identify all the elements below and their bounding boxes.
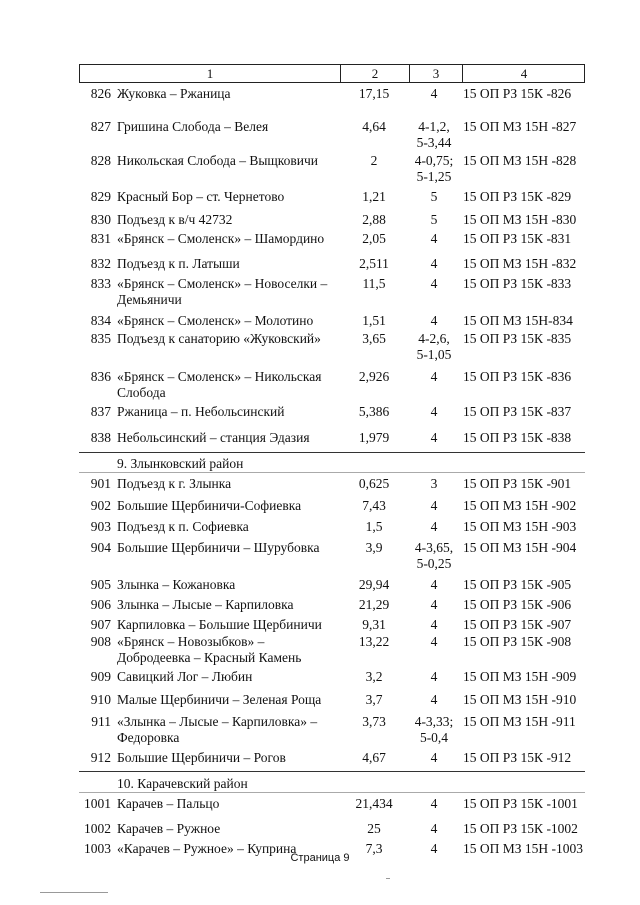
road-category: 4 [430, 231, 438, 246]
road-name: «Брянск – Новозыбков» – Добродеевка – Красный Камень [117, 634, 302, 665]
road-id-code: 15 ОП РЗ 15К -826 [463, 86, 572, 101]
road-length: 1,51 [362, 313, 386, 328]
road-name: Красный Бор – ст. Чернетово [117, 189, 285, 204]
road-id-code: 15 ОП МЗ 15Н -909 [463, 669, 577, 684]
road-category: 4 [430, 430, 438, 445]
road-length: 0,625 [358, 476, 390, 491]
road-number: 1003 [84, 841, 111, 856]
road-id-code: 15 ОП МЗ 15Н -910 [463, 692, 577, 707]
header-col-2: 2 [371, 66, 379, 81]
road-name: «Брянск – Смоленск» – Шамордино [117, 231, 325, 246]
road-number: 901 [90, 476, 111, 491]
road-length: 3,7 [365, 692, 383, 707]
road-number: 828 [90, 153, 111, 168]
road-name: Жуковка – Ржаница [117, 86, 231, 101]
road-name: «Брянск – Смоленск» – Новоселки – Демьяничи [117, 276, 328, 307]
header-col-4: 4 [520, 66, 528, 81]
road-length: 2,88 [362, 212, 386, 227]
road-category: 4 [430, 313, 438, 328]
section-divider [79, 771, 585, 772]
road-id-code: 15 ОП РЗ 15К -912 [463, 750, 572, 765]
section-heading-10: 10. Карачевский район [117, 776, 248, 791]
road-name: «Карачев – Ружное» – Куприна [117, 841, 297, 856]
road-length: 3,73 [362, 714, 386, 729]
road-id-code: 15 ОП РЗ 15К -833 [463, 276, 572, 291]
road-id-code: 15 ОП МЗ 15Н -827 [463, 119, 577, 134]
road-category: 3 [430, 476, 438, 491]
road-name: Карпиловка – Большие Щербиничи [117, 617, 322, 632]
road-number: 832 [90, 256, 111, 271]
road-number: 837 [90, 404, 111, 419]
section-heading-9: 9. Злынковский район [117, 456, 244, 471]
road-id-code: 15 ОП МЗ 15Н -1003 [463, 841, 584, 856]
road-id-code: 15 ОП МЗ 15Н -832 [463, 256, 577, 271]
road-number: 835 [90, 331, 111, 346]
road-length: 2 [370, 153, 378, 168]
road-id-code: 15 ОП МЗ 15Н -830 [463, 212, 577, 227]
road-name: Большие Щербиничи – Шурубовка [117, 540, 320, 555]
road-category: 4 [430, 634, 438, 649]
road-length: 7,43 [362, 498, 386, 513]
road-length: 2,511 [359, 256, 389, 271]
road-name: Малые Щербиничи – Зеленая Роща [117, 692, 322, 707]
road-id-code: 15 ОП РЗ 15К -901 [463, 476, 572, 491]
road-length: 21,434 [355, 796, 393, 811]
header-col-3: 3 [432, 66, 440, 81]
road-number: 905 [90, 577, 111, 592]
road-name: Подъезд к п. Латыши [117, 256, 240, 271]
road-name: Подъезд к в/ч 42732 [117, 212, 233, 227]
road-category: 4-3,65, 5-0,25 [414, 540, 454, 571]
road-name: Большие Щербиничи-Софиевка [117, 498, 302, 513]
road-length: 2,05 [362, 231, 386, 246]
road-length: 3,9 [365, 540, 383, 555]
road-name: Никольская Слобода – Выщковичи [117, 153, 319, 168]
road-id-code: 15 ОП МЗ 15Н-834 [463, 313, 573, 328]
section-underline [79, 792, 585, 793]
road-name: «Злынка – Лысые – Карпиловка» – Федоровка [117, 714, 318, 745]
road-category: 4 [430, 750, 438, 765]
road-number: 834 [90, 313, 111, 328]
road-category: 5 [430, 189, 438, 204]
road-id-code: 15 ОП МЗ 15Н -904 [463, 540, 577, 555]
road-number: 831 [90, 231, 111, 246]
road-category: 4 [430, 369, 438, 384]
road-id-code: 15 ОП РЗ 15К -831 [463, 231, 572, 246]
road-number: 911 [91, 714, 111, 729]
road-category: 4 [430, 692, 438, 707]
road-category: 4 [430, 498, 438, 513]
road-id-code: 15 ОП РЗ 15К -829 [463, 189, 572, 204]
road-number: 826 [90, 86, 111, 101]
road-number: 1001 [84, 796, 111, 811]
road-number: 827 [90, 119, 111, 134]
road-number: 912 [90, 750, 111, 765]
road-length: 1,5 [365, 519, 383, 534]
road-name: Гришина Слобода – Велея [117, 119, 269, 134]
page-footer: Страница 9 [290, 852, 350, 864]
road-length: 9,31 [362, 617, 386, 632]
road-name: Подъезд к п. Софиевка [117, 519, 249, 534]
road-name: Карачев – Пальцо [117, 796, 220, 811]
road-category: 4 [430, 841, 438, 856]
road-id-code: 15 ОП РЗ 15К -1002 [463, 821, 578, 836]
road-length: 2,926 [358, 369, 390, 384]
road-name: «Брянск – Смоленск» – Молотино [117, 313, 314, 328]
section-divider [79, 452, 585, 453]
road-name: «Брянск – Смоленск» – Никольская Слобода [117, 369, 322, 400]
road-length: 1,21 [362, 189, 386, 204]
scan-mark [40, 892, 108, 893]
road-number: 907 [90, 617, 111, 632]
road-length: 25 [367, 821, 381, 836]
road-id-code: 15 ОП РЗ 15К -836 [463, 369, 572, 384]
road-number: 908 [90, 634, 111, 649]
road-category: 4-1,2, 5-3,44 [416, 119, 452, 150]
road-number: 910 [90, 692, 111, 707]
table-header [79, 64, 585, 83]
road-id-code: 15 ОП МЗ 15Н -828 [463, 153, 577, 168]
road-number: 909 [90, 669, 111, 684]
road-name: Большие Щербиничи – Рогов [117, 750, 286, 765]
road-number: 838 [90, 430, 111, 445]
road-name: Подъезд к г. Злынка [117, 476, 232, 491]
road-number: 836 [90, 369, 111, 384]
road-name: Карачев – Ружное [117, 821, 221, 836]
road-length: 1,979 [358, 430, 390, 445]
scan-mark [386, 878, 390, 879]
road-category: 4 [430, 519, 438, 534]
road-length: 4,64 [362, 119, 386, 134]
header-col-1: 1 [206, 66, 214, 81]
road-length: 29,94 [358, 577, 390, 592]
road-name: Подъезд к санаторию «Жуковский» [117, 331, 321, 346]
road-number: 1002 [84, 821, 111, 836]
road-id-code: 15 ОП РЗ 15К -1001 [463, 796, 578, 811]
road-id-code: 15 ОП РЗ 15К -838 [463, 430, 572, 445]
road-category: 4 [430, 796, 438, 811]
road-name: Небольсинский – станция Эдазия [117, 430, 310, 445]
road-category: 4-0,75; 5-1,25 [414, 153, 454, 184]
road-name: Ржаница – п. Небольсинский [117, 404, 285, 419]
road-category: 4 [430, 276, 438, 291]
road-category: 5 [430, 212, 438, 227]
road-length: 5,386 [358, 404, 390, 419]
road-number: 829 [90, 189, 111, 204]
road-id-code: 15 ОП РЗ 15К -837 [463, 404, 572, 419]
road-number: 833 [90, 276, 111, 291]
road-number: 902 [90, 498, 111, 513]
road-length: 21,29 [358, 597, 390, 612]
road-category: 4 [430, 617, 438, 632]
road-id-code: 15 ОП РЗ 15К -835 [463, 331, 572, 346]
road-id-code: 15 ОП РЗ 15К -908 [463, 634, 572, 649]
road-category: 4 [430, 821, 438, 836]
road-id-code: 15 ОП РЗ 15К -907 [463, 617, 572, 632]
road-name: Злынка – Лысые – Карпиловка [117, 597, 294, 612]
road-name: Савицкий Лог – Любин [117, 669, 253, 684]
road-name: Злынка – Кожановка [117, 577, 236, 592]
road-category: 4 [430, 86, 438, 101]
road-id-code: 15 ОП РЗ 15К -905 [463, 577, 572, 592]
road-category: 4-2,6, 5-1,05 [416, 331, 452, 362]
road-id-code: 15 ОП РЗ 15К -906 [463, 597, 572, 612]
road-length: 17,15 [358, 86, 390, 101]
road-category: 4 [430, 597, 438, 612]
road-category: 4 [430, 669, 438, 684]
road-category: 4-3,33; 5-0,4 [414, 714, 454, 745]
road-number: 906 [90, 597, 111, 612]
road-length: 4,67 [362, 750, 386, 765]
road-id-code: 15 ОП МЗ 15Н -902 [463, 498, 577, 513]
road-number: 903 [90, 519, 111, 534]
road-number: 904 [90, 540, 111, 555]
road-id-code: 15 ОП МЗ 15Н -903 [463, 519, 577, 534]
section-underline [79, 472, 585, 473]
road-category: 4 [430, 577, 438, 592]
road-id-code: 15 ОП МЗ 15Н -911 [463, 714, 576, 729]
road-length: 3,2 [365, 669, 383, 684]
road-category: 4 [430, 404, 438, 419]
road-category: 4 [430, 256, 438, 271]
road-length: 13,22 [358, 634, 390, 649]
road-length: 3,65 [362, 331, 386, 346]
road-length: 11,5 [362, 276, 386, 291]
road-length: 7,3 [365, 841, 383, 856]
road-number: 830 [90, 212, 111, 227]
